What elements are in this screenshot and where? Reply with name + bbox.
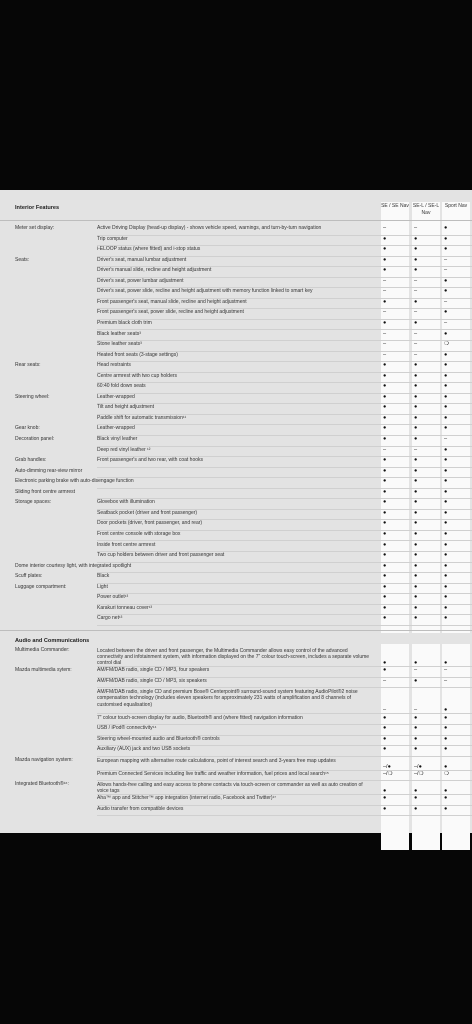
row-category: Multimedia Commander: [15,647,70,653]
row-category: Storage spaces: [15,499,52,506]
availability-cell: ● [444,552,448,559]
availability-cell: ● [414,573,418,580]
availability-cell: ● [414,362,418,369]
availability-cell: ● [444,746,448,753]
availability-cell: ● [383,488,387,495]
row-feature: Front passenger's seat, manual slide, recline and height adjustment [97,298,247,305]
availability-cell: ● [383,805,387,812]
row-category: Integrated Bluetooth®¹⁶: [15,781,69,788]
row-rule [97,756,472,757]
availability-cell: ● [444,707,448,714]
table-row [0,437,472,448]
table-row [0,521,472,532]
availability-cell: – [414,341,418,348]
availability-cell: ● [383,594,387,601]
availability-cell: – [414,225,418,231]
availability-cell: ● [414,677,418,684]
row-feature: Active Driving Display (head-up display) - shows vehicle speed, warnings, and turn-by-turn navigation [97,225,322,231]
availability-cell: ● [383,414,387,421]
availability-cell: – [414,277,418,284]
row-feature: Power outlet¹³ [97,594,129,601]
availability-cell: – [444,256,448,263]
row-feature: AM/FM/DAB radio, single CD / MP3, six speakers [97,677,207,684]
row-feature: Inside front centre armrest [97,541,156,548]
availability-cell: ● [414,478,418,485]
availability-cell: ● [414,615,418,622]
table-row [0,226,472,237]
row-feature: Deep red vinyl leather ¹² [97,446,151,453]
availability-cell: ● [383,267,387,274]
row-feature: Premium Connected Services including live traffic and weather information, fuel prices and local search¹⁵ [97,770,329,777]
availability-cell: ● [414,520,418,527]
availability-cell: ● [444,541,448,548]
availability-cell: ● [383,746,387,753]
row-feature: Trip computer [97,235,128,242]
row-category: Meter set display: [15,225,55,231]
availability-cell: ● [414,436,418,442]
availability-cell: ● [383,735,387,742]
availability-cell: ● [444,488,448,495]
availability-cell: ● [383,298,387,305]
table-row [0,448,472,459]
availability-cell: ● [383,436,387,442]
availability-cell: ● [383,404,387,411]
table-row [0,796,472,807]
availability-cell: – [383,446,387,453]
availability-cell: ● [414,509,418,516]
availability-cell: ● [414,425,418,432]
column-header: SE / SE Nav [381,203,409,209]
table-row [0,716,472,727]
row-feature: Two cup holders between driver and front passenger seat [97,552,225,559]
availability-cell: ● [414,383,418,390]
table-row [0,668,472,679]
availability-cell: ● [414,714,418,721]
row-category: Decoration panel: [15,436,55,442]
availability-cell: ● [383,383,387,390]
availability-cell: ● [414,725,418,732]
availability-cell: – [383,277,387,284]
availability-cell: ❍ [444,341,449,348]
table-row [0,564,472,575]
table-row [0,616,472,627]
availability-cell: ● [414,746,418,753]
table-row [0,807,472,818]
table-row [0,606,472,617]
row-rule [97,815,472,816]
availability-cell: ● [444,246,448,253]
availability-cell: ● [414,583,418,590]
availability-cell: ● [414,393,418,400]
row-feature: Heated front seats (3-stage settings) [97,351,178,358]
table-row [0,374,472,385]
availability-cell: – [383,707,387,714]
availability-cell: ● [444,725,448,732]
availability-cell: ● [383,604,387,611]
availability-cell: ● [383,246,387,253]
row-category: Dome interior courtesy light, with integrated spotlight [15,562,132,569]
table-row [0,247,472,258]
row-feature: Tilt and height adjustment [97,404,155,411]
row-category: Mazda navigation system: [15,756,73,763]
availability-cell: ● [444,562,448,569]
availability-cell: ● [444,788,448,795]
availability-cell: ● [414,256,418,263]
availability-cell: –/● [414,763,422,770]
availability-cell: – [414,667,418,674]
availability-cell: – [444,436,448,442]
availability-cell: ● [414,604,418,611]
table-row [0,595,472,606]
row-feature: Leather-wrapped [97,425,135,432]
availability-cell: ● [414,788,418,795]
table-row [0,426,472,437]
row-rule [97,780,472,781]
availability-cell: – [444,298,448,305]
availability-cell: ● [383,788,387,795]
row-feature: Located between the driver and front passenger, the Multimedia Commander allows easy control of the advanced connectivity and infotainment system, with information displayed on the 7” colour touch-screen, includes a separate volume control dial [97,648,370,667]
availability-cell: – [383,677,387,684]
availability-cell: ● [444,615,448,622]
row-category: Luggage compartment: [15,583,67,590]
table-row [0,585,472,596]
section-title: Interior Features [15,205,60,211]
availability-cell: – [414,309,418,316]
availability-cell: ● [414,404,418,411]
availability-cell: ● [414,457,418,464]
row-feature: Driver's seat, manual lumbar adjustment [97,256,187,263]
availability-cell: ● [414,488,418,495]
row-feature: Black [97,573,110,580]
row-feature: Black leather seats³ [97,330,141,337]
section-divider [0,630,472,631]
availability-cell: – [383,309,387,316]
table-row [0,543,472,554]
table-row [0,342,472,353]
row-feature: Steering wheel-mounted audio and Bluetooth® controls [97,735,220,742]
availability-cell: ● [414,735,418,742]
table-row [0,310,472,321]
availability-cell: – [444,267,448,274]
availability-cell: ● [383,499,387,506]
availability-cell: ● [444,604,448,611]
column-header: Sport Nav [444,203,468,209]
availability-cell: ● [383,393,387,400]
availability-cell: –/● [383,763,391,770]
table-row [0,268,472,279]
availability-cell: ● [383,256,387,263]
table-row [0,726,472,737]
row-feature: Karakuri tonneau cover¹³ [97,604,153,611]
row-feature: Centre armrest with two cup holders [97,372,178,379]
availability-cell: ● [383,725,387,732]
table-row [0,395,472,406]
availability-cell: ● [444,573,448,580]
table-row [0,532,472,543]
availability-cell: ● [444,393,448,400]
row-feature: Aha™ app and Stitcher™ app integration (internet radio, Facebook and Twitter)¹⁷ [97,795,277,802]
row-category: Scuff plates: [15,573,43,580]
availability-cell: ● [414,467,418,474]
availability-cell: – [383,288,387,295]
availability-cell: ● [383,520,387,527]
availability-cell: ● [444,362,448,369]
availability-cell: – [414,330,418,337]
availability-cell: ● [444,309,448,316]
row-feature: Light [97,583,108,590]
table-row [0,772,472,783]
availability-cell: ● [414,795,418,802]
availability-cell: ● [383,372,387,379]
availability-cell: ● [444,583,448,590]
row-feature: Leather-wrapped [97,393,135,400]
availability-cell: ● [414,552,418,559]
row-category: Seats: [15,256,30,263]
availability-cell: ● [383,530,387,537]
table-row [0,758,472,772]
table-row [0,553,472,564]
table-row [0,574,472,585]
availability-cell: ● [444,478,448,485]
availability-cell: – [414,446,418,453]
availability-cell: –/❍ [414,770,424,777]
availability-cell: ● [383,615,387,622]
availability-cell: ● [414,319,418,326]
row-feature: USB / iPod® connectivity¹⁴ [97,725,157,732]
row-feature: i-ELOOP status (where fitted) and i-stop status [97,246,201,253]
availability-cell: ● [444,414,448,421]
availability-cell: ● [414,541,418,548]
row-category: Sliding front centre armrest [15,488,76,495]
availability-cell: ● [444,795,448,802]
availability-cell: ● [444,351,448,358]
availability-cell: ● [383,541,387,548]
availability-cell: ● [383,509,387,516]
availability-cell: ● [444,457,448,464]
availability-cell: ● [444,594,448,601]
availability-cell: ● [383,573,387,580]
table-row [0,353,472,364]
table-row [0,321,472,332]
row-category: Grab handles: [15,457,47,464]
availability-cell: ● [383,667,387,674]
availability-cell: ● [444,660,448,667]
row-feature: Seatback pocket (driver and front passenger) [97,509,198,516]
row-category: Steering wheel: [15,393,50,400]
availability-cell: ● [444,288,448,295]
row-feature: Audio transfer from compatible devices [97,805,184,812]
availability-cell: ● [414,594,418,601]
availability-cell: – [383,341,387,348]
availability-cell: ● [383,714,387,721]
row-feature: Black vinyl leather [97,436,138,442]
availability-cell: ● [444,520,448,527]
availability-cell: ● [414,235,418,242]
availability-cell: ● [383,583,387,590]
availability-cell: ● [444,530,448,537]
table-row [0,737,472,748]
availability-cell: – [383,225,387,231]
availability-cell: ● [444,235,448,242]
availability-cell: ● [444,509,448,516]
availability-cell: ● [414,499,418,506]
row-feature: Head restraints [97,362,131,369]
availability-cell: ● [383,235,387,242]
row-feature: AM/FM/DAB radio, single CD / MP3, four speakers [97,667,210,674]
spec-sheet [0,190,472,833]
availability-cell: ● [444,330,448,337]
availability-cell: ● [444,425,448,432]
availability-cell: ● [414,372,418,379]
row-feature: Allows hands-free calling and easy access to phone contacts via touch-screen or commander as well as auto creation of voice tags [97,782,363,795]
row-feature: Glovebox with illumination [97,499,155,506]
table-row [0,416,472,427]
availability-cell: ● [414,414,418,421]
row-feature: Front passenger's seat, power slide, recline and height adjustment [97,309,244,316]
availability-cell: ● [444,714,448,721]
row-feature: European mapping with alternative route calculations, point of interest search and 3-years free map updates [97,757,336,764]
row-feature: AM/FM/DAB radio, single CD and premium Bose® Centerpoint® surround-sound system featuring AudioPilot®2 noise compensation technology (includes eleven speakers for approximately 231 watts of amplification and 8 channels of customised equalisation) [97,689,358,708]
table-row [0,648,472,668]
availability-cell: ● [444,805,448,812]
availability-cell: ● [444,763,448,770]
row-feature: Front passenger's and two rear, with coat hooks [97,457,204,464]
row-feature: Driver's manual slide, recline and height adjustment [97,267,212,274]
availability-cell: ● [383,457,387,464]
row-feature: Driver's seat, power slide, recline and height adjustment with memory function linked to smart key [97,288,313,295]
row-feature: 60:40 fold down seats [97,383,146,390]
column-header: SE-L / SE-L Nav [412,203,440,216]
availability-cell: ● [383,552,387,559]
availability-cell: ● [444,383,448,390]
availability-cell: ● [383,795,387,802]
availability-cell: – [444,667,448,674]
table-row [0,679,472,690]
row-category: Rear seats: [15,362,41,369]
row-category: Mazda multimedia sytem: [15,667,72,674]
availability-cell: ● [383,467,387,474]
availability-cell: ● [383,425,387,432]
table-row [0,237,472,248]
availability-cell: – [414,707,418,714]
availability-cell: – [383,351,387,358]
row-feature: 7” colour touch-screen display for audio, Bluetooth® and (where fitted) navigation information [97,714,303,721]
availability-cell: ● [444,446,448,453]
row-feature: Auxiliary (AUX) jack and two USB sockets [97,746,191,753]
row-feature: Stone leather seats³ [97,341,142,348]
row-feature: Door pockets (driver, front passenger, and rear) [97,520,203,527]
availability-cell: ❍ [444,770,449,777]
availability-cell: ● [444,404,448,411]
table-row [0,490,472,501]
availability-cell: ● [444,225,448,231]
availability-cell: ● [444,499,448,506]
section-title: Audio and Communications [15,638,90,644]
table-row [0,511,472,522]
table-row [0,363,472,374]
availability-cell: ● [444,467,448,474]
availability-cell: – [414,288,418,295]
availability-cell: ● [414,660,418,667]
availability-cell: – [444,319,448,326]
availability-cell: – [444,677,448,684]
table-row [0,405,472,416]
availability-cell: ● [414,246,418,253]
header-divider [0,220,472,221]
availability-cell: ● [414,562,418,569]
row-feature: Cargo net¹³ [97,615,123,622]
table-row [0,782,472,796]
availability-cell: ● [414,805,418,812]
availability-cell: ● [444,735,448,742]
table-row [0,500,472,511]
table-row [0,258,472,269]
availability-cell: ● [444,372,448,379]
availability-cell: ● [383,478,387,485]
table-row [0,689,472,715]
availability-cell: ● [383,562,387,569]
row-rule [97,625,472,626]
availability-cell: – [383,330,387,337]
availability-cell: – [414,351,418,358]
row-category: Gear knob: [15,425,40,432]
table-row [0,384,472,395]
availability-cell: ● [383,660,387,667]
row-category: Auto-dimming rear-view mirror [15,467,83,474]
table-row [0,332,472,343]
availability-cell: ● [383,362,387,369]
availability-cell: ● [444,277,448,284]
row-category: Electronic parking brake with auto-disengage function [15,478,134,485]
availability-cell: ● [414,267,418,274]
row-feature: Paddle shift for automatic transmission¹¹ [97,414,187,421]
availability-cell: ● [414,530,418,537]
row-feature: Premium black cloth trim [97,319,152,326]
availability-cell: ● [383,319,387,326]
availability-cell: –/❍ [383,770,393,777]
availability-cell: ● [414,298,418,305]
row-feature: Driver's seat, power lumbar adjustment [97,277,184,284]
row-feature: Front centre console with storage box [97,530,181,537]
